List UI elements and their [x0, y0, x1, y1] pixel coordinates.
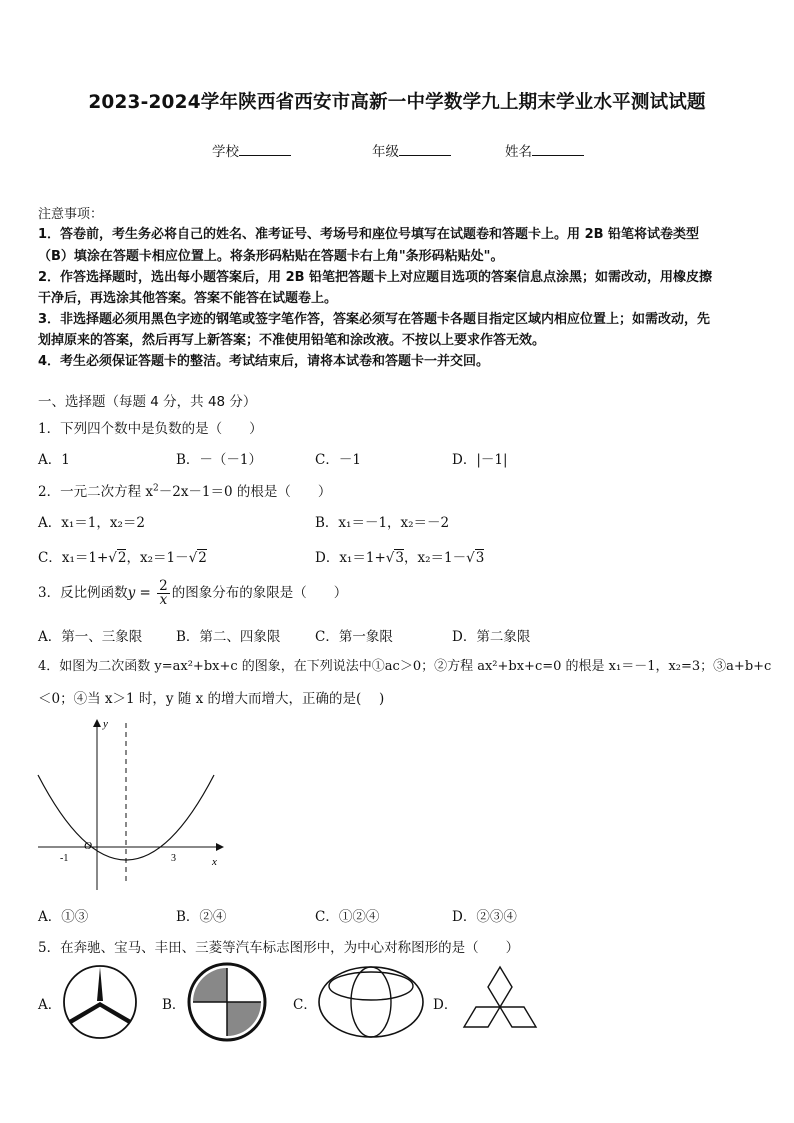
q2-c-radicand1: 2	[117, 550, 127, 566]
x-axis-arrow	[216, 843, 224, 851]
note-2a: 2．作答选择题时，选出每小题答案后，用 2B 铅笔把答题卡上对应题目选项的答案信息点涂黑；如需改动，用橡皮擦	[38, 270, 713, 285]
q4-option-b: B．②④	[176, 909, 227, 925]
q3-numerator: 2	[159, 578, 168, 594]
q4-stem-line1: 4．如图为二次函数 y=ax²+bx+c 的图象，在下列说法中①ac＞0；②方程 ax²+bx+c=0 的根是 x₁＝－1，x₂=3；③a+b+c	[38, 659, 772, 674]
q3-stem	[38, 580, 347, 607]
q1-option-d: D．|－1|	[452, 452, 508, 468]
mitsubishi-logo-icon	[456, 963, 544, 1041]
q2-c-radicand2: 2	[198, 550, 207, 566]
school-field	[212, 140, 291, 160]
q5-stem: 5．在奔驰、宝马、丰田、三菱等汽车标志图形中，为中心对称图形的是（ ）	[38, 940, 520, 956]
q5-option-c: C．	[293, 997, 317, 1013]
school-blank	[239, 143, 291, 156]
mercedes-logo-icon	[60, 964, 140, 1040]
graph-origin-label: O	[84, 840, 92, 852]
q2-option-d: D．x₁＝1+√3，x₂＝1－√3	[315, 550, 485, 566]
note-1a: 1．答卷前，考生务必将自己的姓名、准考证号、考场号和座位号填写在试题卷和答题卡上。用 2B 铅笔将试卷类型	[38, 227, 700, 242]
q5-option-d: D．	[433, 997, 458, 1013]
q5-option-b: B．	[162, 997, 186, 1013]
q1-option-a: A．1	[38, 452, 70, 468]
graph-tick-3: 3	[171, 853, 176, 864]
q2-d-radicand2: 3	[475, 550, 485, 566]
name-label: 姓名	[505, 144, 532, 160]
q3-stem-pre: 3．反比例函数	[38, 585, 128, 601]
q3-fraction	[157, 580, 170, 607]
graph-tick-neg1: -1	[60, 853, 69, 864]
q2-option-c: C．x₁＝1+√2，x₂＝1－√2	[38, 550, 207, 566]
q1-option-c: C．－1	[315, 452, 361, 468]
note-1b: （B）填涂在答题卡相应位置上。将条形码粘贴在答题卡右上角"条形码粘贴处"。	[38, 249, 504, 264]
q2-c-mid: ，x₂＝1－	[126, 550, 189, 566]
q1-stem: 1．下列四个数中是负数的是（ ）	[38, 421, 263, 437]
q2-option-b: B．x₁＝－1，x₂＝－2	[315, 515, 450, 531]
name-field	[505, 140, 584, 160]
q2-d-pre: D．x₁＝1+	[315, 550, 386, 566]
q3-option-d: D．第二象限	[452, 629, 531, 645]
q5-option-a: A．	[38, 997, 62, 1013]
q2-c-pre: C．x₁＝1+	[38, 550, 109, 566]
q2-stem-pre: 2．一元二次方程 x	[38, 484, 153, 500]
notes-heading: 注意事项：	[38, 207, 104, 222]
q2-d-radicand1: 3	[395, 550, 404, 566]
q2-option-a: A．x₁＝1，x₂＝2	[38, 515, 145, 531]
toyota-logo-icon	[316, 964, 426, 1040]
note-3b: 划掉原来的答案，然后再写上新答案；不准使用铅笔和涂改液。不按以上要求作答无效。	[38, 333, 546, 348]
q3-option-a: A．第一、三象限	[38, 629, 143, 645]
q3-option-b: B．第二、四象限	[176, 629, 281, 645]
grade-field	[372, 140, 451, 160]
section-heading: 一、选择题（每题 4 分，共 48 分）	[38, 394, 257, 410]
graph-x-label: x	[212, 856, 217, 868]
q3-stem-post: 的图象分布的象限是（ ）	[171, 585, 348, 601]
page-title: 2023-2024学年陕西省西安市高新一中学数学九上期末学业水平测试试题	[88, 92, 706, 113]
q2-square: 2	[153, 483, 159, 494]
graph-y-label: y	[103, 718, 108, 730]
q2-d-mid: ，x₂＝1－	[403, 550, 467, 566]
q3-y: y	[127, 585, 136, 601]
note-3a: 3．非选择题必须用黑色字迹的钢笔或签字笔作答，答案必须写在答题卡各题目指定区域内相应位置上；如需改动，先	[38, 312, 711, 327]
q2-stem-post: －2x－1＝0 的根是（ ）	[158, 484, 332, 500]
note-4: 4．考生必须保证答题卡的整洁。考试结束后，请将本试卷和答题卡一并交回。	[38, 354, 490, 369]
grade-label: 年级	[372, 144, 399, 160]
bmw-logo-icon	[185, 962, 269, 1042]
q1-option-b: B．－（－1）	[176, 452, 263, 468]
q4-option-a: A．①③	[38, 909, 89, 925]
q4-option-d: D．②③④	[452, 909, 517, 925]
note-2b: 干净后，再选涂其他答案。答案不能答在试题卷上。	[38, 291, 338, 306]
q4-stem-line2: ＜0；④当 x＞1 时，y 随 x 的增大而增大，正确的是( )	[38, 691, 385, 707]
q3-eq: =	[139, 585, 151, 601]
q3-denominator: x	[159, 592, 168, 608]
q2-stem	[38, 480, 331, 500]
grade-blank	[399, 143, 451, 156]
q4-option-c: C．①②④	[315, 909, 380, 925]
q4-parabola-graph	[36, 715, 226, 893]
name-blank	[532, 143, 584, 156]
q3-option-c: C．第一象限	[315, 629, 393, 645]
y-axis-arrow	[93, 719, 101, 727]
school-label: 学校	[212, 144, 239, 160]
